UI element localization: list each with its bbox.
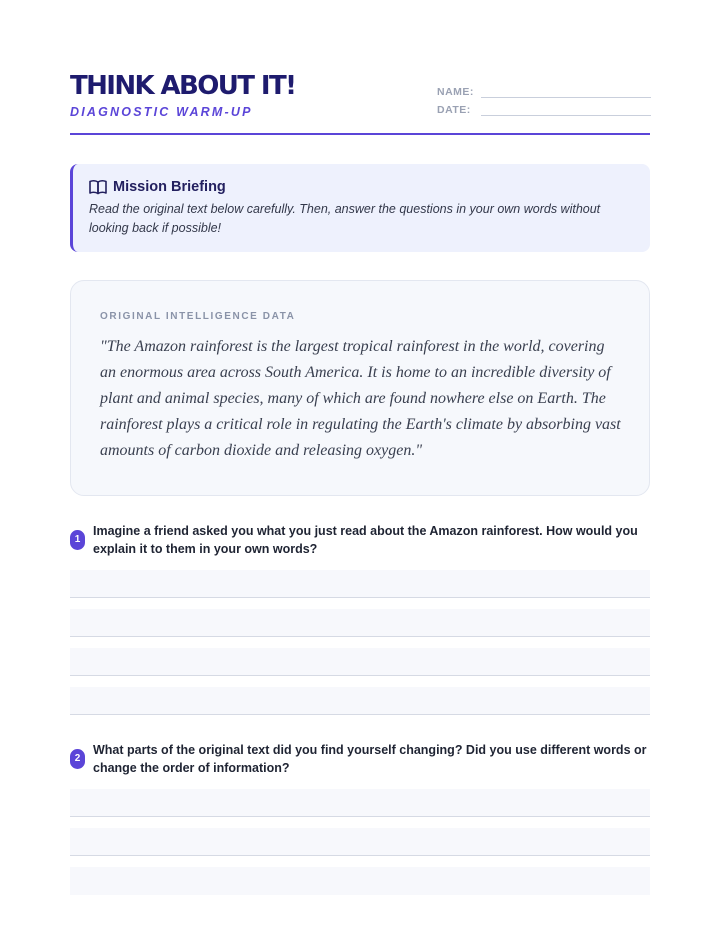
question-2	[70, 741, 650, 777]
page-subtitle: DIAGNOSTIC WARM-UP	[70, 105, 253, 119]
date-line[interactable]	[481, 104, 651, 116]
answer-line[interactable]	[70, 687, 650, 715]
briefing-text: Read the original text below carefully. Then, answer the questions in your own words without looking back if possible!	[89, 202, 601, 235]
header-divider	[70, 133, 650, 135]
question-text: What parts of the original text did you find yourself changing? Did you use different words or change the order of information?	[93, 743, 647, 775]
question-text: Imagine a friend asked you what you just read about the Amazon rainforest. How would you explain it to them in your own words?	[93, 524, 638, 556]
student-fields	[437, 80, 651, 116]
book-icon	[89, 179, 107, 195]
answer-line[interactable]	[70, 789, 650, 817]
question-1	[70, 522, 650, 558]
name-line[interactable]	[481, 86, 651, 98]
answer-line[interactable]	[70, 609, 650, 637]
source-label: ORIGINAL INTELLIGENCE DATA	[100, 311, 296, 322]
original-text-box	[70, 280, 650, 496]
mission-briefing-box	[70, 164, 650, 252]
worksheet-header	[70, 72, 650, 136]
answer-line[interactable]	[70, 648, 650, 676]
date-field[interactable]	[437, 98, 651, 116]
date-label: DATE:	[437, 104, 471, 116]
answer-line[interactable]	[70, 867, 650, 895]
name-label: NAME:	[437, 86, 474, 98]
name-field[interactable]	[437, 80, 651, 98]
source-quote: "The Amazon rainforest is the largest tropical rainforest in the world, covering an enormous area across South America. It is home to an incredible diversity of plant and animal species, many of which are found nowhere else on Earth. The rainforest plays a critical role in regulating the Earth's climate by absorbing vast amounts of carbon dioxide and releasing oxygen."	[100, 338, 621, 459]
question-number-badge: 1	[70, 530, 85, 550]
answer-line[interactable]	[70, 570, 650, 598]
briefing-heading	[89, 179, 634, 195]
briefing-title: Mission Briefing	[113, 179, 226, 195]
answer-line[interactable]	[70, 828, 650, 856]
question-number-badge: 2	[70, 749, 85, 769]
page-title: THINK ABOUT IT!	[70, 71, 296, 101]
